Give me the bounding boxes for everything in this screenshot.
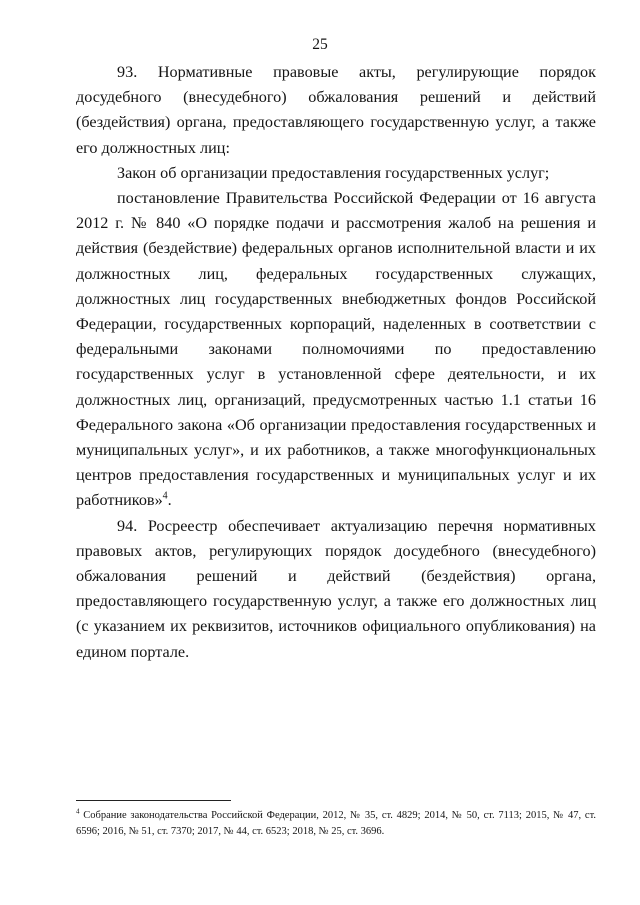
footnote-text: Собрание законодательства Российской Федерации, 2012, № 35, ст. 4829; 2014, № 50, ст. 7113; 2015, № 47, ст. 6596; 2016, № 51, ст. 7370; 2017, № 44, ст. 6523; 2018, № 25, ст. 3696.: [76, 810, 596, 837]
paragraph-93: [76, 60, 596, 161]
paragraph-government-decree: [76, 186, 596, 514]
paragraph-government-decree-text: постановление Правительства Российской Федерации от 16 августа 2012 г. № 840 «О порядке подачи и рассмотрения жалоб на решения и действия (бездействие) федеральных органов исполнительной власти и их должностных лиц, федеральных государственных служащих, должностных лиц государственных внебюджетных фондов Российской Федерации, государственных корпораций, наделенных в соответствии с федеральными законами полномочиями по предоставлению государственных услуг в установленной сфере деятельности, и их должностных лиц, организаций, предусмотренных частью 1.1 статьи 16 Федерального закона «Об организации предоставления государственных и муниципальных услуг», и их работников, а также многофункциональных центров предоставления государственных и муниципальных услуг и их работников»: [76, 189, 596, 510]
paragraph-government-decree-tail: .: [167, 491, 172, 510]
paragraph-law-reference: [76, 161, 596, 186]
paragraph-law-reference-text: Закон об организации предоставления государственных услуг;: [117, 163, 550, 182]
document-body: [76, 60, 596, 665]
footnote: [76, 808, 596, 839]
paragraph-94-text: 94. Росреестр обеспечивает актуализацию перечня нормативных правовых актов, регулирующих порядок досудебного (внесудебного) обжалования решений и действий (бездействия) органа, предоставляющего государственную услуг, а также его должностных лиц (с указанием их реквизитов, источников официального опубликования) на едином портале.: [76, 516, 596, 661]
paragraph-93-text: 93. Нормативные правовые акты, регулирующие порядок досудебного (внесудебного) обжалования решений и действий (бездействия) органа, предоставляющего государственную услуг, а также его должностных лиц:: [76, 63, 596, 157]
footnote-reference: 4: [162, 491, 168, 503]
page-number: 25: [312, 36, 328, 53]
footnote-separator: [76, 800, 231, 801]
paragraph-94: [76, 514, 596, 665]
footnote-marker: 4: [76, 807, 80, 816]
